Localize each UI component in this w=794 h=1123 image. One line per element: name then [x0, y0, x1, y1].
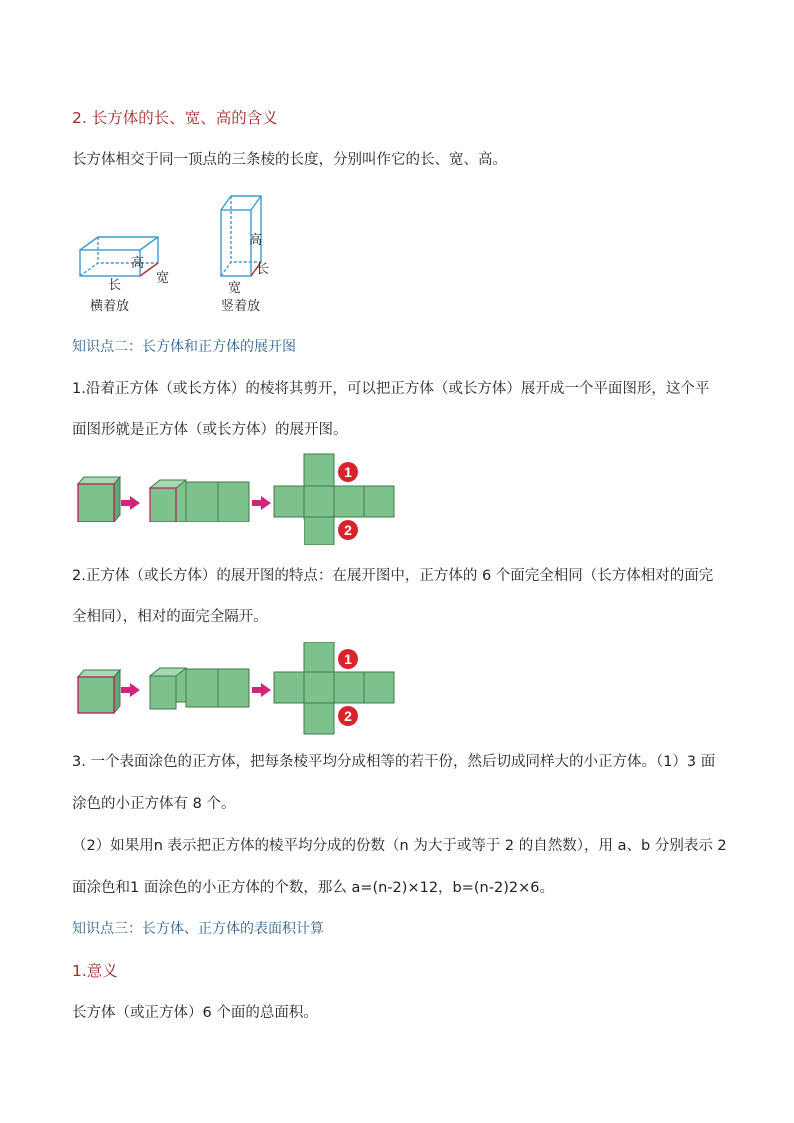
badge-1-icon — [338, 462, 358, 482]
caption-vertical: 竖着放 — [221, 299, 261, 314]
label-kuan-h: 宽 — [156, 271, 170, 286]
kp3-body: 长方体（或正方体）6 个面的总面积。 — [72, 1005, 318, 1021]
kp3-subheading: 1.意义 — [72, 962, 118, 980]
label-gao-v: 高 — [249, 233, 263, 248]
kp2-p1-line2: 面图形就是正方体（或长方体）的展开图。 — [72, 422, 348, 438]
cross-net — [274, 454, 394, 519]
svg-text:2: 2 — [344, 708, 352, 724]
label-kuan-v: 宽 — [228, 281, 242, 296]
p3-line3: （2）如果用n 表示把正方体的棱平均分成的份数（n 为大于或等于 2 的自然数），用 a、b 分别表示 2 — [72, 838, 727, 854]
label-gao-h: 高 — [131, 256, 145, 271]
svg-text:1: 1 — [344, 651, 352, 667]
kp2-p2-line2: 全相同），相对的面完全隔开。 — [72, 609, 268, 625]
arrow-icon — [121, 496, 140, 510]
kp2-p1-line1: 1.沿着正方体（或长方体）的棱将其剪开，可以把正方体（或长方体）展开成一个平面图形，这个平 — [72, 381, 710, 397]
cross-net — [274, 642, 394, 734]
p3-line2: 涂色的小正方体有 8 个。 — [72, 796, 236, 812]
net-figure-1-bottom — [304, 517, 364, 545]
bottom-face — [304, 517, 334, 545]
cube-icon — [78, 670, 120, 713]
kp2-title: 知识点二：长方体和正方体的展开图 — [72, 339, 296, 355]
badge-2-icon — [338, 520, 358, 540]
badge-1-icon — [338, 649, 358, 669]
net-figure-1 — [74, 452, 404, 522]
caption-horizontal: 横着放 — [90, 299, 130, 314]
arrow-icon — [252, 683, 271, 697]
partial-unfold — [150, 668, 249, 709]
section-heading: 2. 长方体的长、宽、高的含义 — [72, 109, 278, 127]
partial-unfold — [150, 480, 249, 522]
kp3-title: 知识点三：长方体、正方体的表面积计算 — [72, 921, 324, 937]
cuboid-figure — [72, 188, 312, 323]
p3-line1: 3. 一个表面涂色的正方体，把每条棱平均分成相等的若干份，然后切成同样大的小正方体。（1）3 面 — [72, 754, 716, 770]
net-figure-2 — [74, 642, 404, 737]
horizontal-cuboid — [80, 237, 158, 276]
section-body: 长方体相交于同一顶点的三条棱的长度，分别叫作它的长、宽、高。 — [72, 152, 507, 168]
kp2-p2-line1: 2.正方体（或长方体）的展开图的特点：在展开图中，正方体的 6 个面完全相同（长方体相对的面完 — [72, 568, 714, 584]
p3-line4: 面涂色和1 面涂色的小正方体的个数，那么 a=(n-2)×12，b=(n-2)2×6。 — [72, 880, 554, 896]
badge-2-icon — [338, 706, 358, 726]
arrow-icon — [121, 683, 140, 697]
arrow-icon — [252, 496, 271, 510]
label-chang-h: 长 — [108, 278, 122, 293]
cube-icon — [78, 477, 120, 522]
svg-text:2: 2 — [344, 522, 352, 538]
svg-text:1: 1 — [344, 464, 352, 480]
label-chang-v: 长 — [256, 262, 270, 277]
